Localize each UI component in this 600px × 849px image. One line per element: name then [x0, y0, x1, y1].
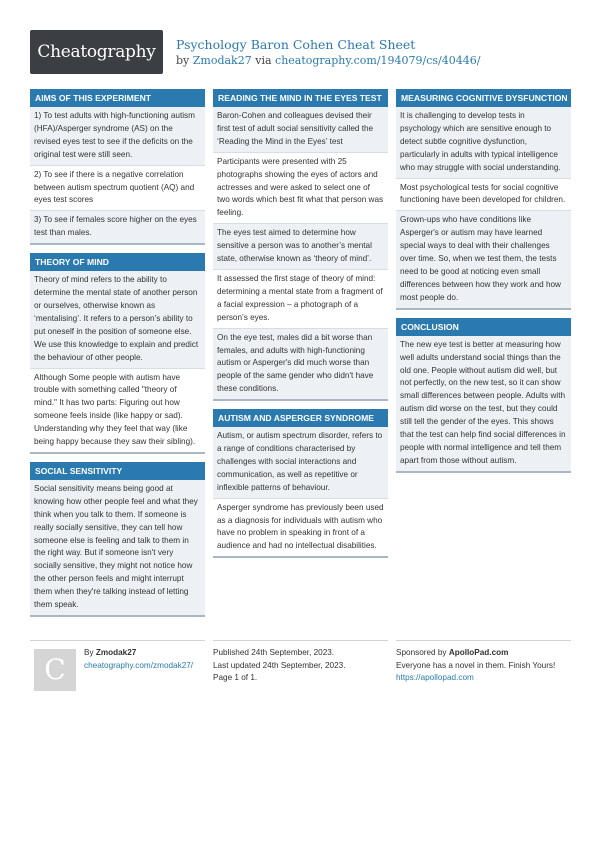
section-item: Asperger syndrome has previously been used as a diagnosis for individuals with autism who have no problem in speaking in front of a audience and had no intellectual disabilities.: [213, 498, 388, 557]
section-heading: THEORY OF MIND: [30, 253, 205, 271]
section-heading: CONCLUSION: [396, 318, 571, 336]
section-eyes-test: [213, 89, 388, 401]
footer-sponsor: [396, 640, 571, 685]
section-item: The new eye test is better at measuring how well adults understand social things than the old one. People without autism did well, but not perfectly, on the new test, so it can show small differences between people. Adults with autism did worse on the test, but they could still tell the gender of the eyes. This shows that the test can help find social differences in people with normal intelligence and tell them apart from those without autism.: [396, 336, 571, 471]
logo-text: Cheatography: [37, 42, 156, 62]
page-footer: [30, 640, 570, 700]
footer-author: [30, 640, 205, 686]
section-item: The eyes test aimed to determine how sensitive a person was to another’s mental state, otherwise known as ‘theory of mind’.: [213, 223, 388, 269]
section-measuring-cognitive-dysfunction: [396, 89, 571, 310]
column-2: [213, 89, 388, 566]
section-item: Grown-ups who have conditions like Asperger's or autism may have learned special ways to deal with their challenges over time. So, when we test them, the tests need to be good at noticing even small differences between how they work and how most people do.: [396, 210, 571, 307]
footer-dates: [213, 640, 388, 685]
footer-author-text: [84, 647, 205, 672]
sponsor-name[interactable]: ApolloPad.com: [448, 648, 509, 657]
section-aims: [30, 89, 205, 245]
byline-by: by: [176, 54, 190, 67]
page-header: [30, 30, 570, 76]
byline-via: via: [255, 54, 272, 67]
published-date: Published 24th September, 2023.: [213, 648, 335, 657]
section-item: 3) To see if females score higher on the eyes test than males.: [30, 210, 205, 243]
updated-date: Last updated 24th September, 2023.: [213, 660, 346, 670]
section-social-sensitivity: [30, 462, 205, 617]
section-theory-of-mind: [30, 253, 205, 454]
sponsor-tagline: Everyone has a novel in them. Finish Yours!: [396, 660, 556, 670]
section-item: It assessed the first stage of theory of mind: determining a mental state from a fragment of a facial expression – a photograph of a person’s eyes.: [213, 269, 388, 328]
section-item: On the eye test, males did a bit worse than females, and adults with high-functioning autism or Asperger's did much worse than people of the same gender who didn't have these conditions.: [213, 328, 388, 400]
section-item: 2) To see if there is a negative correlation between autism spectrum quotient (AQ) and eyes test scores: [30, 165, 205, 211]
sheet-url-link[interactable]: cheatography.com/194079/cs/40446/: [275, 54, 481, 67]
footer-author-url[interactable]: cheatography.com/zmodak27/: [84, 660, 194, 670]
column-1: [30, 89, 205, 625]
sponsor-prefix: Sponsored by: [396, 648, 447, 657]
section-item: Social sensitivity means being good at knowing how other people feel and what they think when you talk to them. If someone is really socially sensitive, they can tell how someone else is feeling and talk to them in the right way. But if someone isn't very socially sensitive, they might not notice how the other person feels and might interrupt them when they're talking instead of letting them speak.: [30, 480, 205, 615]
sponsor-url[interactable]: https://apollopad.com: [396, 673, 474, 683]
page-title[interactable]: Psychology Baron Cohen Cheat Sheet: [176, 37, 416, 52]
title-block: [176, 37, 480, 67]
section-item: Most psychological tests for social cognitive functioning have been developed for children.: [396, 178, 571, 211]
section-heading: READING THE MIND IN THE EYES TEST: [213, 89, 388, 107]
section-autism-asperger: [213, 409, 388, 558]
avatar-letter: C: [44, 652, 66, 686]
section-item: Baron-Cohen and colleagues devised their first test of adult social sensitivity called the ‘Reading the Mind in the Eyes’ test: [213, 107, 388, 152]
footer-author-name[interactable]: Zmodak27: [95, 648, 137, 657]
section-item: Although Some people with autism have trouble with something called "theory of mind." It has two parts: Figuring out how someone feels inside (like happy or sad). Understanding why they feel that way (like being happy because they saw their sibling).: [30, 368, 205, 452]
section-heading: MEASURING COGNITIVE DYSFUNCTION: [396, 89, 571, 107]
author-link[interactable]: Zmodak27: [192, 54, 252, 67]
cheatography-logo[interactable]: [30, 30, 163, 74]
page-count: Page 1 of 1.: [213, 673, 258, 683]
section-heading: SOCIAL SENSITIVITY: [30, 462, 205, 480]
byline: [176, 54, 480, 67]
section-conclusion: [396, 318, 571, 473]
section-item: Autism, or autism spectrum disorder, refers to a range of conditions characterised by challenges with social interactions and communication, as well as repetitive or inflexible patterns of behaviour.: [213, 427, 388, 498]
section-heading: AIMS OF THIS EXPERIMENT: [30, 89, 205, 107]
column-3: [396, 89, 571, 481]
avatar[interactable]: [34, 649, 76, 691]
footer-by-label: By: [84, 648, 94, 657]
section-item: 1) To test adults with high-functioning autism (HFA)/Asperger syndrome (AS) on the revised eyes test to see if the deficits on the original test were still seen.: [30, 107, 205, 165]
section-item: It is challenging to develop tests in psychology which are sensitive enough to detect subtle cognitive dysfunction, particularly in adults with typical intelligence who may struggle with social understanding.: [396, 107, 571, 178]
section-item: Participants were presented with 25 photographs showing the eyes of actors and actresses and were asked to select one of two words which best fit what that person was feeling.: [213, 152, 388, 224]
section-item: Theory of mind refers to the ability to determine the mental state of another person or ourselves, otherwise known as ‘mentalising’. It refers to a person’s ability to put oneself in the position of someone else. We use this knowledge to explain and predict the behaviour of other people.: [30, 271, 205, 367]
section-heading: AUTISM AND ASPERGER SYNDROME: [213, 409, 388, 427]
